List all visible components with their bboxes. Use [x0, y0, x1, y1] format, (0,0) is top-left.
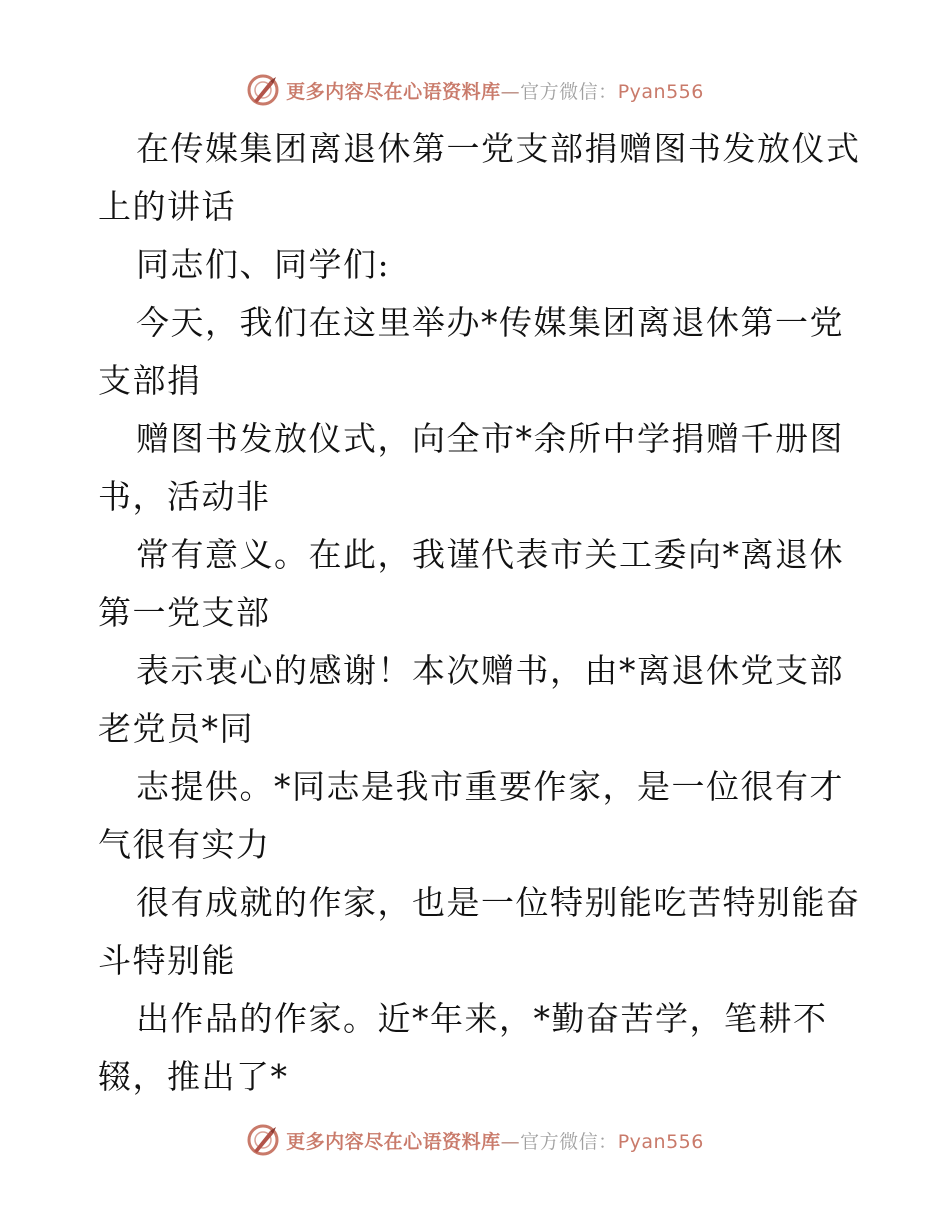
paragraph-line: 很有成就的作家，也是一位特别能吃苦特别能奋 [136, 883, 861, 922]
footer-watermark [0, 1120, 950, 1160]
title-line: 在传媒集团离退休第一党支部捐赠图书发放仪式 [136, 129, 861, 168]
paragraph-line: 出作品的作家。近*年来，*勤奋苦学，笔耕不 [136, 999, 828, 1038]
paragraph-line: 表示衷心的感谢！本次赠书，由*离退休党支部 [136, 651, 844, 690]
header-watermark [0, 70, 950, 110]
watermark-dash: — [500, 80, 521, 103]
paragraph-line: 支部捐 [98, 361, 202, 400]
watermark-wechat-label: 官方微信： [520, 1130, 618, 1153]
watermark-text [286, 1127, 704, 1154]
paragraph-line: 常有意义。在此，我谨代表市关工委向*离退休 [136, 535, 844, 574]
watermark-wechat-id: Pyan556 [617, 1130, 704, 1153]
salutation-line: 同志们、同学们: [136, 245, 391, 284]
paragraph-line: 志提供。*同志是我市重要作家，是一位很有才 [136, 767, 844, 806]
quill-logo-icon [246, 73, 280, 107]
watermark-wechat-id: Pyan556 [617, 80, 704, 103]
paragraph-line: 书，活动非 [98, 477, 271, 516]
watermark-text [286, 77, 704, 104]
document-body [98, 120, 861, 1106]
paragraph-line: 斗特别能 [98, 941, 236, 980]
paragraph-line: 赠图书发放仪式，向全市*余所中学捐赠千册图 [136, 419, 844, 458]
watermark-wechat-label: 官方微信： [520, 80, 618, 103]
watermark-brand: 更多内容尽在心语资料库 [286, 80, 501, 103]
paragraph-line: 今天，我们在这里举办*传媒集团离退休第一党 [136, 303, 844, 342]
quill-logo-icon [246, 1123, 280, 1157]
paragraph-line: 老党员*同 [98, 709, 254, 748]
paragraph-line: 气很有实力 [98, 825, 271, 864]
watermark-dash: — [500, 1130, 521, 1153]
paragraph-line: 辍，推出了* [98, 1057, 289, 1096]
watermark-brand: 更多内容尽在心语资料库 [286, 1130, 501, 1153]
paragraph-line: 第一党支部 [98, 593, 271, 632]
title-line: 上的讲话 [98, 187, 236, 226]
